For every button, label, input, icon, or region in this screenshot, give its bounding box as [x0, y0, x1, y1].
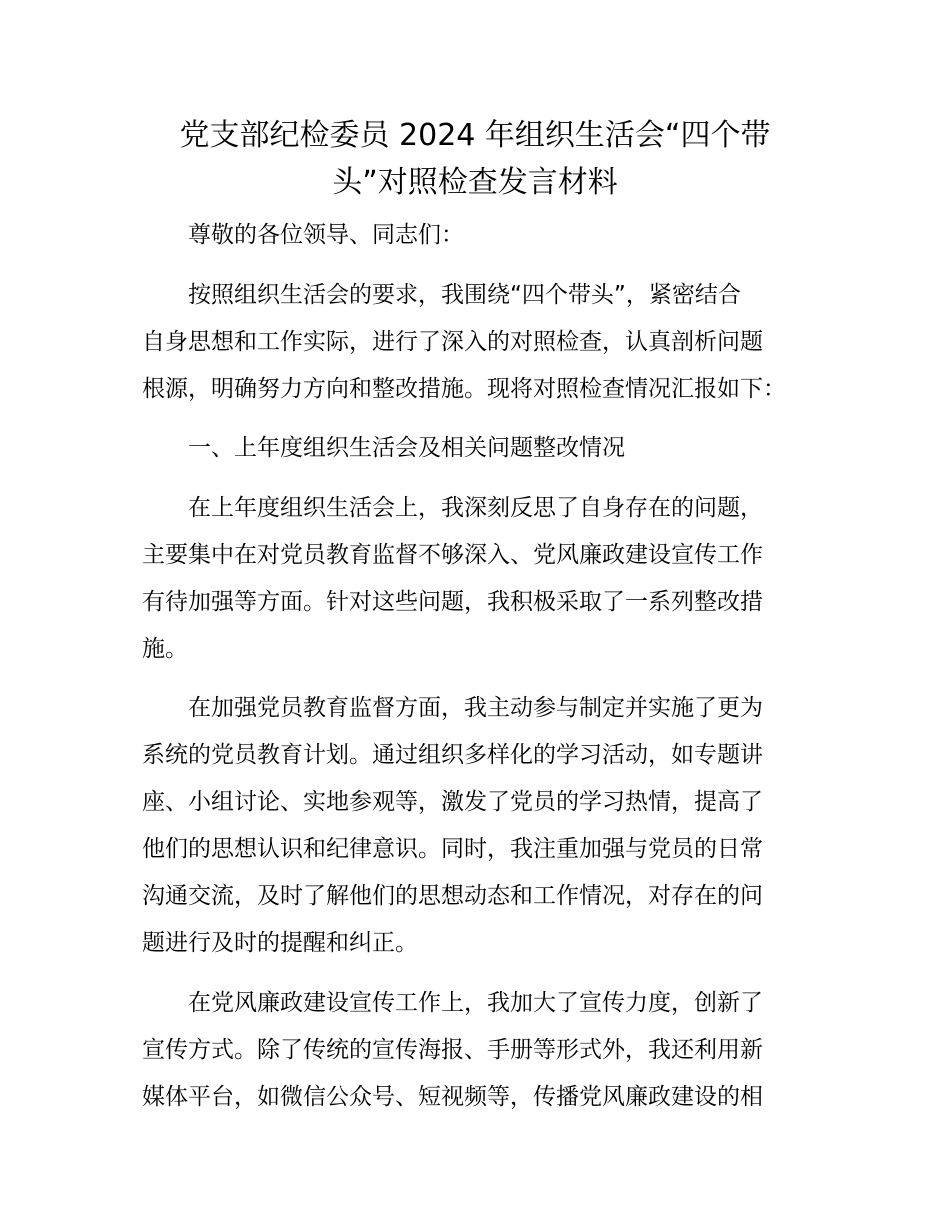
paragraph-2 — [142, 685, 822, 967]
paragraph-line: 在加强党员教育监督方面，我主动参与制定并实施了更为 — [188, 695, 763, 721]
paragraph-line: 沟通交流，及时了解他们的思想动态和工作情况，对存在的问 — [142, 883, 763, 909]
salutation — [142, 212, 822, 259]
salutation-line: 尊敬的各位领导、同志们： — [188, 222, 464, 248]
paragraph-line: 媒体平台，如微信公众号、短视频等，传播党风廉政建设的相 — [142, 1083, 763, 1110]
paragraph-line: 宣传方式。除了传统的宣传海报、手册等形式外，我还利用新 — [142, 1036, 763, 1063]
section-heading — [142, 425, 822, 472]
paragraph-line: 题进行及时的提醒和纠正。 — [142, 930, 418, 956]
paragraph-line: 在上年度组织生活会上，我深刻反思了自身存在的问题， — [188, 494, 763, 521]
document-body — [142, 212, 822, 1133]
paragraph-line: 按照组织生活会的要求，我围绕“四个带头”，紧密结合 — [188, 281, 741, 308]
title-line: 党支部纪检委员 2024 年组织生活会“四个带 — [179, 118, 771, 153]
document-title — [140, 112, 810, 206]
paragraph-line: 有待加强等方面。针对这些问题，我积极采取了一系列整改措 — [142, 588, 763, 615]
paragraph-1 — [142, 485, 822, 673]
paragraph-line: 座、小组讨论、实地参观等，激发了党员的学习热情，提高了 — [142, 789, 763, 815]
paragraph-line: 主要集中在对党员教育监督不够深入、党风廉政建设宣传工作 — [142, 541, 763, 568]
paragraph-line: 在党风廉政建设宣传工作上，我加大了宣传力度，创新了 — [188, 989, 763, 1016]
paragraph-line: 施。 — [142, 635, 188, 662]
paragraph-line: 根源，明确努力方向和整改措施。现将对照检查情况汇报如下： — [142, 375, 786, 402]
title-line: 头”对照检查发言材料 — [332, 165, 618, 200]
paragraph-3 — [142, 980, 822, 1121]
intro-paragraph — [142, 272, 822, 413]
paragraph-line: 系统的党员教育计划。通过组织多样化的学习活动，如专题讲 — [142, 742, 763, 768]
paragraph-line: 自身思想和工作实际，进行了深入的对照检查，认真剖析问题 — [142, 328, 763, 355]
section-heading-line: 一、上年度组织生活会及相关问题整改情况 — [188, 435, 625, 461]
paragraph-line: 他们的思想认识和纪律意识。同时，我注重加强与党员的日常 — [142, 836, 763, 862]
